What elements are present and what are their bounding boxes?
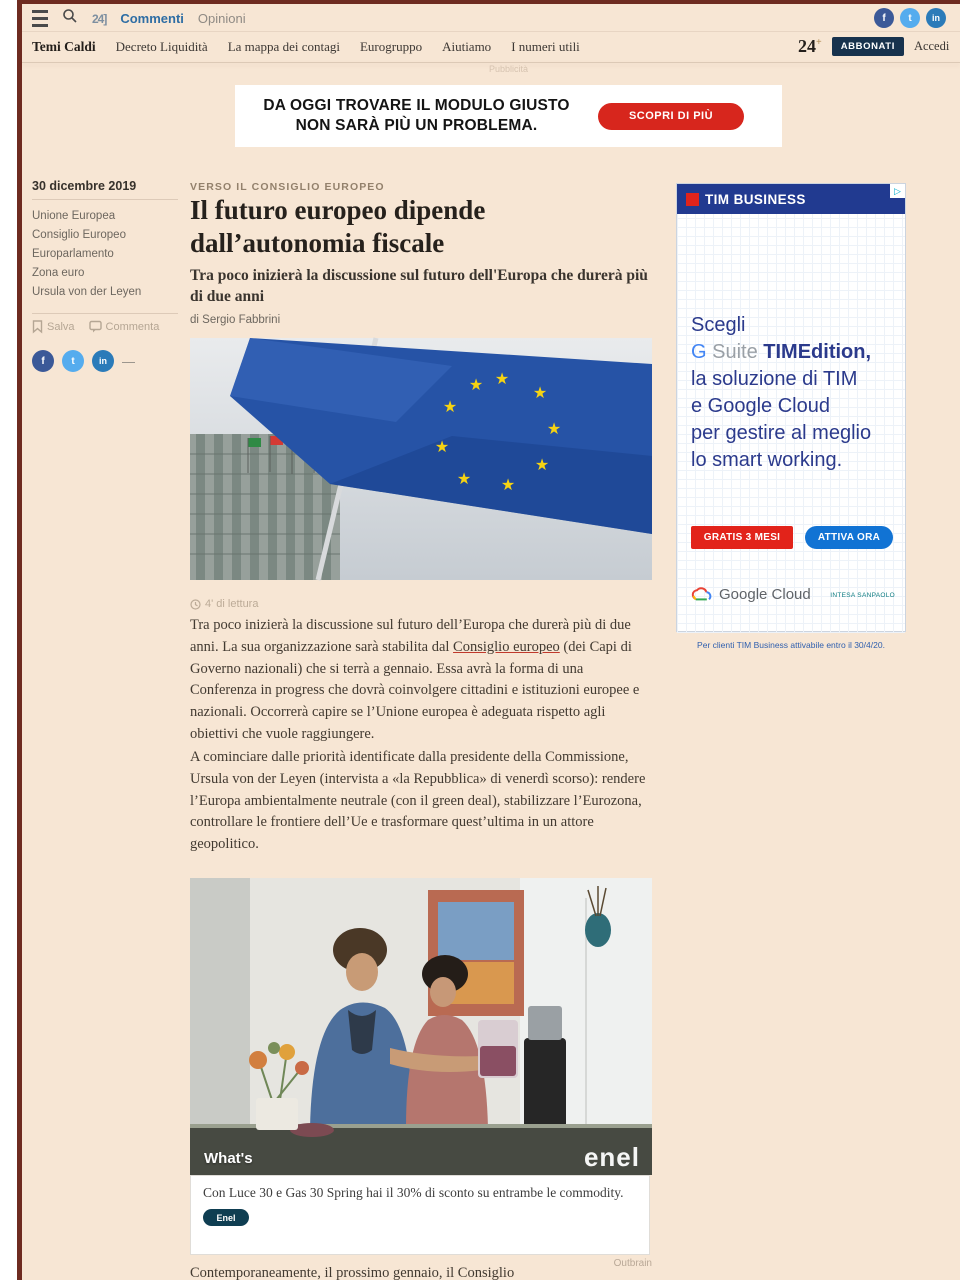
topbar-divider — [22, 31, 960, 32]
enel-ad-photo[interactable] — [190, 878, 652, 1175]
svg-text:★: ★ — [434, 437, 450, 456]
consiglio-europeo-link[interactable]: Consiglio europeo — [453, 638, 560, 655]
nav-item-aiutiamo[interactable]: Aiutiamo — [442, 39, 492, 54]
accedi-link[interactable]: Accedi — [913, 39, 950, 53]
nav-item-numeri-utili[interactable]: I numeri utili — [511, 39, 580, 54]
nav-right-cluster — [798, 36, 949, 57]
topic-europarlamento[interactable]: Europarlamento — [32, 248, 114, 260]
svg-text:★: ★ — [494, 369, 510, 388]
article-date: 30 dicembre 2019 — [32, 179, 137, 193]
attiva-ora-button[interactable]: ATTIVA ORA — [805, 526, 893, 549]
hero-photo-eu-flag — [190, 338, 652, 580]
article-actions — [32, 320, 159, 333]
nav-item-mappa[interactable]: La mappa dei contagi — [227, 39, 340, 54]
clock-icon — [190, 599, 201, 610]
nav-item-decreto[interactable]: Decreto Liquidità — [115, 39, 208, 54]
svg-text:★: ★ — [500, 475, 516, 494]
linkedin-icon[interactable]: in — [926, 8, 946, 28]
banner-cta-button[interactable]: SCOPRI DI PIÙ — [598, 103, 744, 130]
nav-bottom-edge — [22, 62, 960, 63]
comment-icon — [89, 320, 102, 333]
gratis-3-mesi-button[interactable]: GRATIS 3 MESI — [691, 526, 793, 549]
comment-button[interactable]: Commenta — [89, 320, 160, 333]
tim-ad-copy: Scegli G Suite TIMEdition, la soluzione di TIM e Google Cloud per gestire al meglio lo smart working. — [691, 314, 872, 471]
frame-left-border — [17, 0, 22, 1280]
tim-ad-disclaimer: Per clienti TIM Business attivabile entro il 30/4/20. — [697, 640, 885, 650]
topic-ursula[interactable]: Ursula von der Leyen — [32, 286, 142, 298]
tim-business-ad[interactable] — [676, 183, 906, 650]
abbonati-button[interactable]: ABBONATI — [832, 37, 904, 56]
share-social-buttons — [32, 350, 135, 372]
tim-ad-body — [677, 214, 905, 650]
google-cloud-label: Google Cloud — [719, 586, 811, 603]
tim-brand-text: TIM BUSINESS — [705, 191, 806, 207]
nav-temi-caldi[interactable]: Temi Caldi — [32, 39, 96, 54]
article-subtitle: Tra poco inizierà la discussione sul futuro dell'Europa che durerà più di due anni — [190, 267, 648, 305]
enel-watermark: enel — [583, 1142, 640, 1172]
topic-unione-europea[interactable]: Unione Europea — [32, 210, 116, 222]
topic-consiglio-europeo[interactable]: Consiglio Europeo — [32, 229, 126, 241]
facebook-icon[interactable]: f — [874, 8, 894, 28]
ad-label: Pubblicità — [488, 64, 529, 74]
hamburger-menu-icon[interactable] — [32, 10, 48, 27]
facebook-share-icon[interactable]: f — [32, 350, 54, 372]
top-social-buttons — [874, 8, 946, 28]
twitter-icon[interactable]: t — [900, 8, 920, 28]
more-share-icon[interactable]: — — [122, 353, 135, 369]
nav-item-eurogruppo[interactable]: Eurogruppo — [359, 39, 423, 54]
adchoices-icon[interactable]: ▷ — [890, 184, 905, 198]
gsuite-g: G — [691, 341, 707, 363]
reading-time: 4' di lettura — [190, 598, 258, 610]
article-paragraph-3: Contemporaneamente, il prossimo gennaio, il Consiglio — [190, 1265, 515, 1281]
sole24ore-logo-icon[interactable]: 24] — [92, 11, 107, 26]
tim-logo-icon — [686, 193, 699, 206]
google-cloud-icon — [689, 586, 713, 603]
enel-ad-caption[interactable] — [190, 1175, 650, 1255]
enel-ad-overlay-text: What's — [204, 1150, 253, 1167]
article-kicker[interactable]: VERSO IL CONSIGLIO EUROPEO — [190, 181, 385, 193]
article-paragraph-2: A cominciare dalle priorità identificate dalla presidente della Commissione, Ursula von der Leyen (intervista a «la Repubblica» di venerdì scorso): rendere l’Europa ambientalmente neutrale (con il green deal), stabilizzare l’Eurozona, controllare le frontiere dell’Ue e trasformare quest’ultima in un attore geopolitico. — [190, 749, 646, 853]
linkedin-share-icon[interactable]: in — [92, 350, 114, 372]
section-commenti[interactable]: Commenti — [120, 11, 184, 26]
bookmark-icon — [32, 320, 43, 333]
rail-divider — [32, 313, 178, 314]
topic-links — [32, 207, 182, 302]
svg-text:★: ★ — [532, 383, 548, 402]
top-bar — [32, 8, 246, 29]
banner-ad-text: DA OGGI TROVARE IL MODULO GIUSTO NON SARÀ PIÙ UN PROBLEMA. — [263, 97, 570, 134]
tim-ad-header — [677, 184, 905, 214]
twitter-share-icon[interactable]: t — [62, 350, 84, 372]
frame-top-border — [17, 0, 960, 4]
save-button[interactable]: Salva — [32, 320, 75, 333]
nav-bar — [32, 39, 580, 55]
rail-divider — [32, 199, 178, 200]
svg-text:★: ★ — [442, 397, 458, 416]
enel-ad-text: Con Luce 30 e Gas 30 Spring hai il 30% di sconto su entrambe le commodity. — [203, 1185, 624, 1200]
svg-text:★: ★ — [456, 469, 472, 488]
article-paragraph-1: Tra poco inizierà la discussione sul futuro dell’Europa che durerà più di due anni. La sua organizzazione sarà stabilita dal Consiglio europeo (dei Capi di Governo nazionali) che si terrà a gennaio. Essa avrà la forma di una Conferenza in progress che dovrà coinvolgere cittadini e istituzioni europee e nazionali. Occorrerà capire se l’Unione europea è adeguata rispetto agli obiettivi che vuole raggiungere. — [190, 617, 640, 742]
search-icon[interactable] — [62, 8, 78, 29]
svg-text:★: ★ — [468, 375, 484, 394]
google-cloud-row — [689, 586, 811, 603]
24plus-logo[interactable]: 24+ — [798, 36, 822, 56]
svg-text:★: ★ — [534, 455, 550, 474]
topic-zona-euro[interactable]: Zona euro — [32, 267, 85, 279]
top-banner-ad[interactable] — [235, 85, 782, 147]
enel-logo-badge: Enel — [203, 1209, 249, 1226]
intesa-sanpaolo-logo: INTESA SANPAOLO — [830, 592, 895, 599]
outbrain-attribution[interactable]: Outbrain — [613, 1258, 652, 1269]
section-opinioni[interactable]: Opinioni — [197, 11, 246, 26]
article-byline[interactable]: di Sergio Fabbrini — [190, 314, 281, 326]
svg-text:★: ★ — [546, 419, 562, 438]
article-title: Il futuro europeo dipende dall’autonomia fiscale — [190, 195, 486, 258]
